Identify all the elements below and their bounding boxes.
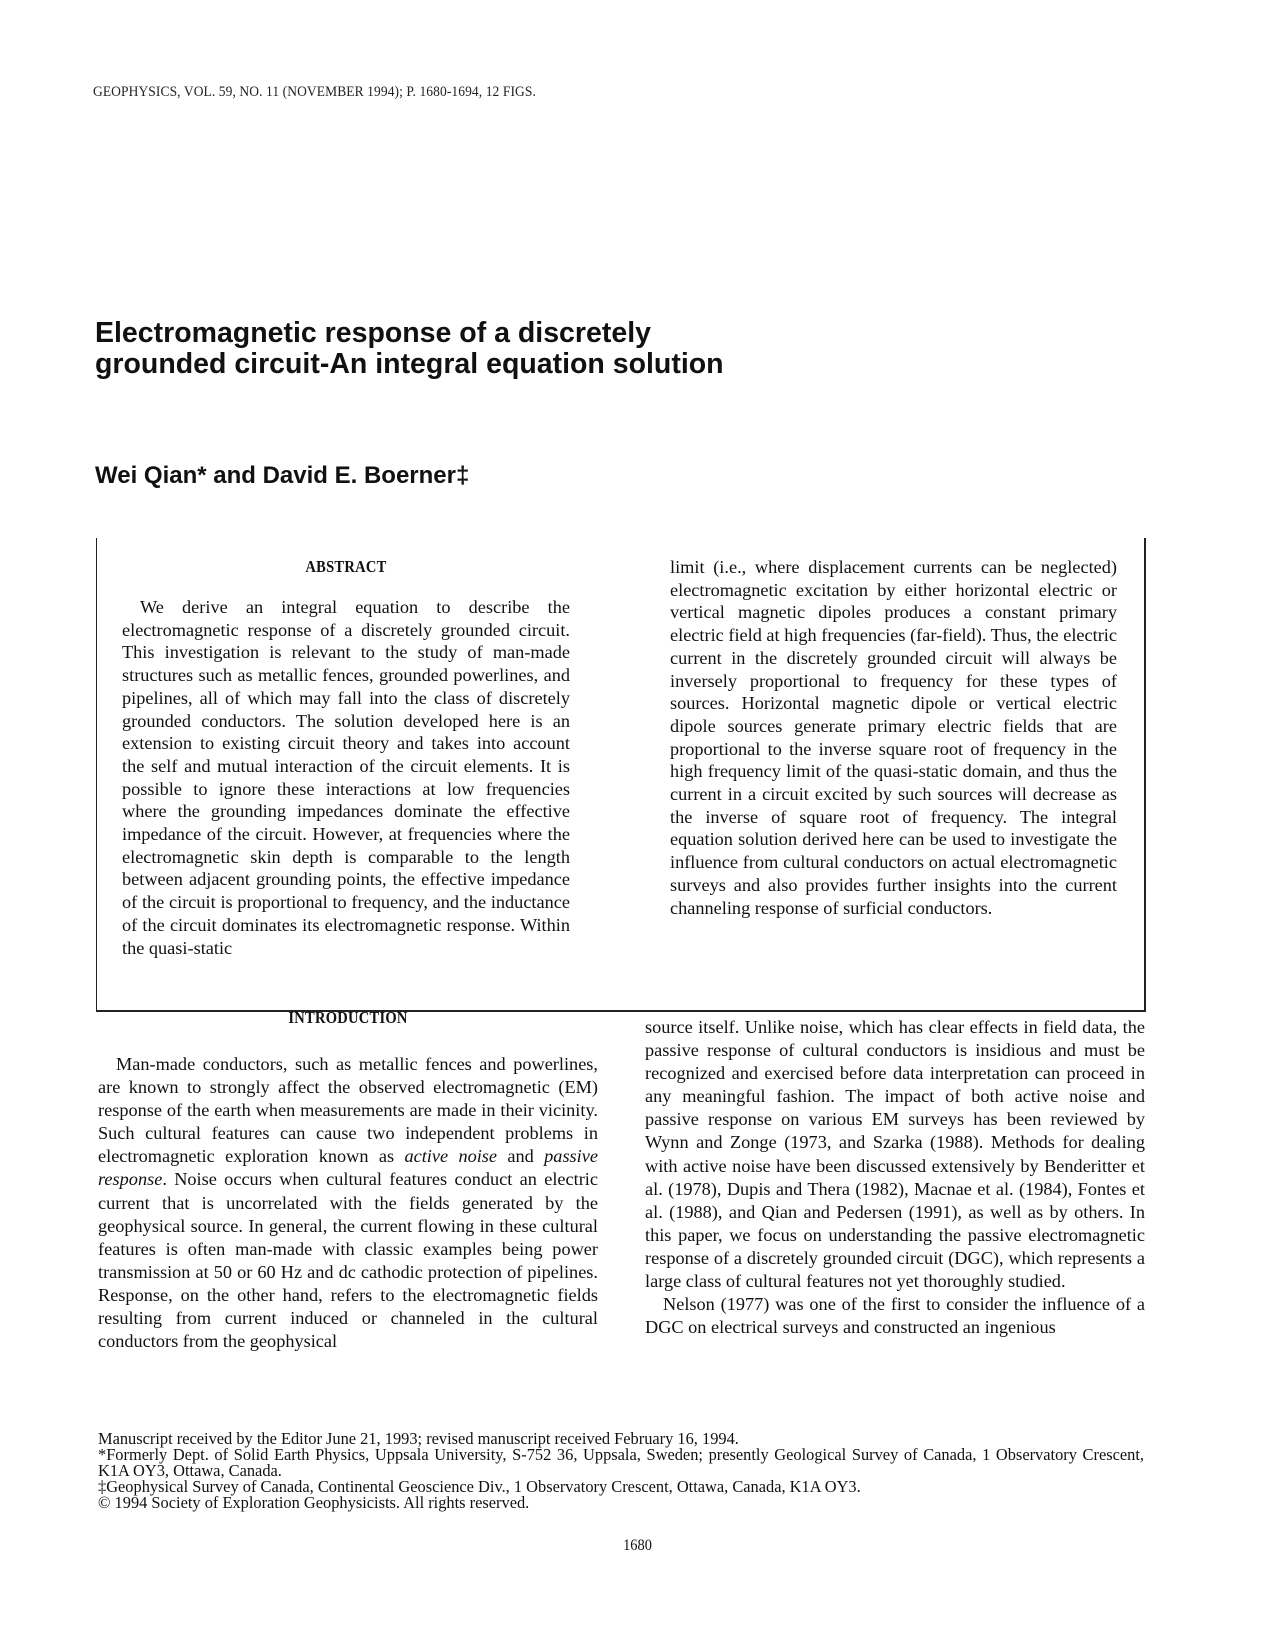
paper-title xyxy=(95,318,995,380)
footnote-author-1: *Formerly Dept. of Solid Earth Physics, Uppsala University, S-752 36, Uppsala, Sweden; presently Geological Survey of Canada, 1 Observatory Crescent, K1A OY3, Ottawa, Canada. xyxy=(98,1445,1144,1480)
abstract-heading: ABSTRACT xyxy=(305,557,387,576)
introduction-left-column xyxy=(98,1008,598,1353)
intro-term-active-noise: active noise xyxy=(404,1146,498,1167)
abstract-text-right: limit (i.e., where displacement currents can be neglected) electromagnetic excitation by either horizontal electric or vertical magnetic dipoles produces a constant primary electric field at high frequencies (far-field). Thus, the electric current in the discretely grounded circuit will always be inversely proportional to frequency for these types of sources. Horizontal magnetic dipole or vertical electric dipole sources generate primary electric fields that are proportional to the inverse square root of frequency in the high frequency limit of the quasi-static domain, and thus the current in a circuit excited by such sources will decrease as the inverse of square root of frequency. The integral equation solution derived here can be used to investigate the influence from cultural conductors on actual electromagnetic surveys and also provides further insights into the current channeling response of surficial conductors. xyxy=(670,557,1117,918)
introduction-paragraph-right-2: Nelson (1977) was one of the first to consider the influence of a DGC on electrical surveys and constructed an ingenious xyxy=(645,1294,1145,1338)
introduction-paragraph-1 xyxy=(98,1053,598,1353)
footnote-copyright: © 1994 Society of Exploration Geophysicists. All rights reserved. xyxy=(98,1493,530,1512)
abstract-right-column xyxy=(670,556,1117,919)
abstract-text-left: We derive an integral equation to describe the electromagnetic response of a discretely grounded circuit. This investigation is relevant to the study of man-made structures such as metallic fences, grounded powerlines, and pipelines, all of which may fall into the class of discretely grounded conductors. The solution developed here is an extension to existing circuit theory and takes into account the self and mutual interaction of the circuit elements. It is possible to ignore these interactions at low frequencies where the grounding impedances dominate the effective impedance of the circuit. However, at frequencies where the electromagnetic skin depth is comparable to the length between adjacent grounding points, the effective impedance of the circuit is proportional to frequency, and the inductance of the circuit dominates its electromagnetic response. Within the quasi-static xyxy=(122,597,570,958)
intro-text-a: Man-made conductors, such as metallic fences and powerlines, are known to strongly affect the observed electromagnetic (EM) response of the earth when measurements are made in their vicinity. Such cultural features can cause two independent problems in electromagnetic exploration known as xyxy=(98,1054,598,1167)
abstract-left-column xyxy=(122,556,570,959)
intro-text-b: . Noise occurs when cultural features conduct an electric current that is uncorrelated with the fields generated by the geophysical source. In general, the current flowing in these cultural features is often man-made with classic examples being power transmission at 50 or 60 Hz and dc cathodic protection of pipelines. Response, on the other hand, refers to the electromagnetic fields resulting from current induced or channeled in the cultural conductors from the geophysical xyxy=(98,1169,598,1352)
authors: Wei Qian* and David E. Boerner‡ xyxy=(95,462,470,489)
intro-text-and: and xyxy=(497,1146,545,1167)
introduction-heading: INTRODUCTION xyxy=(288,1008,408,1027)
intro-term-passive-response: passive response xyxy=(98,1146,598,1190)
introduction-paragraph-right-1: source itself. Unlike noise, which has clear effects in field data, the passive response of cultural conductors is insidious and must be recognized and exercised before data interpretation can proceed in any meaningful fashion. The impact of both active noise and passive response on various EM surveys has been reviewed by Wynn and Zonge (1973, and Szarka (1988). Methods for dealing with active noise have been discussed extensively by Benderitter et al. (1978), Dupis and Thera (1982), Macnae et al. (1984), Fontes et al. (1988), and Qian and Pedersen (1991), as well as by others. In this paper, we focus on understanding the passive electromagnetic response of a discretely grounded circuit (DGC), which represents a large class of cultural features not yet thoroughly studied. xyxy=(645,1017,1145,1292)
footnotes xyxy=(98,1431,1144,1511)
footnote-author-2: ‡Geophysical Survey of Canada, Continental Geoscience Div., 1 Observatory Crescent, Ottawa, Canada, K1A OY3. xyxy=(98,1477,861,1496)
running-head: GEOPHYSICS, VOL. 59, NO. 11 (NOVEMBER 1994); P. 1680-1694, 12 FIGS. xyxy=(93,84,536,100)
footnote-received: Manuscript received by the Editor June 21, 1993; revised manuscript received February 16, 1994. xyxy=(98,1429,739,1448)
title-line-1: Electromagnetic response of a discretely xyxy=(95,317,651,349)
title-line-2: grounded circuit-An integral equation solution xyxy=(95,348,724,380)
introduction-right-column xyxy=(645,1016,1145,1339)
page-number: 1680 xyxy=(623,1537,652,1554)
